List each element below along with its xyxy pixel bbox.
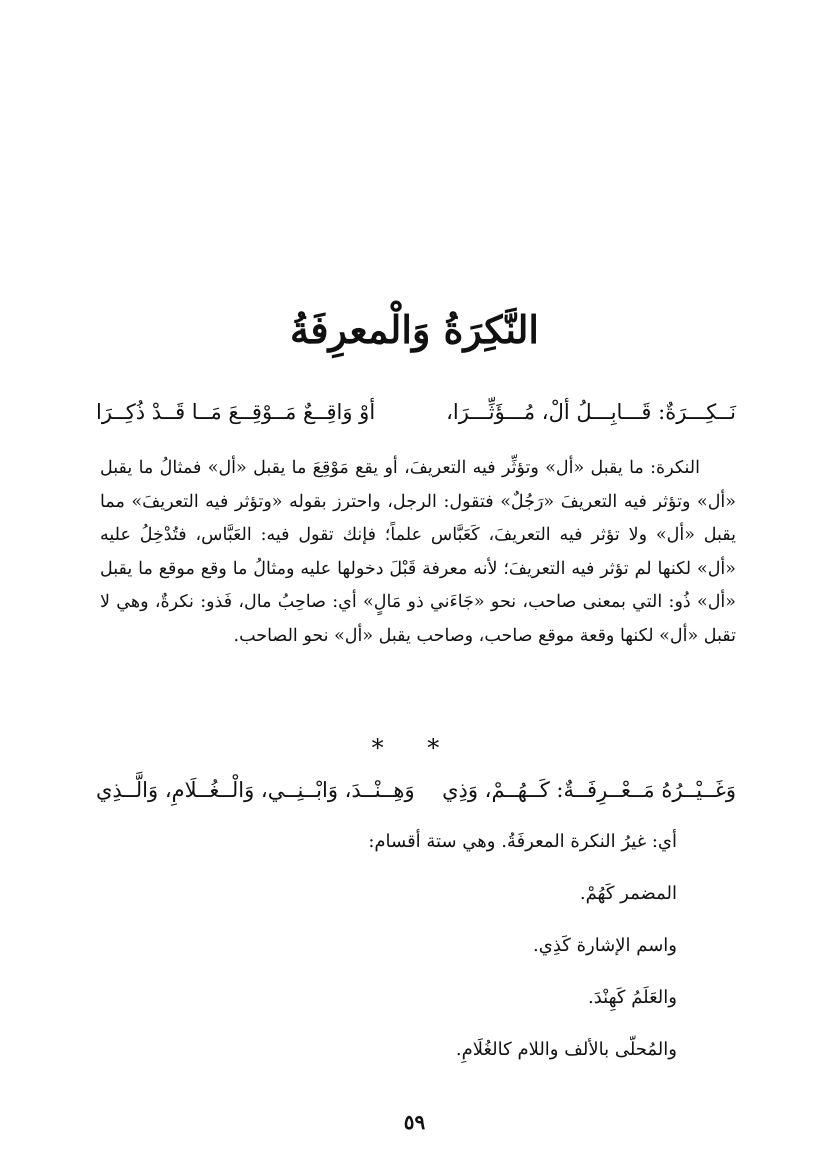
list-item: واسم الإشارة كَذِي.: [533, 935, 677, 956]
list-item: والمُحلّى بالألف واللام كالغُلَامِ.: [455, 1039, 677, 1060]
verse-1-first-hemistich: نَــكِـــرَةٌ: قَـــابِـــلُ ألْ، مُـــؤَثِّـــرَا،: [446, 400, 736, 424]
commentary-paragraph: النكرة: ما يقبل «أل» وتؤثِّر فيه التعريفَ، أو يقع مَوْقِعَ ما يقبل «أل» فمثالُ ما يقبل «أل» وتؤثر فيه التعريفَ «رَجُلٌ» فتقول: الرجل، واحترز بقوله «وتؤثر فيه التعريفَ» مما يقبل «أل» ولا تؤثر فيه التعريفَ، كَعَبَّاس علماً؛ فإنك تقول فيه: العَبَّاس، فتُدْخِلُ عليه «أل» لكنها لم تؤثر فيه التعريفَ؛ لأنه معرفة قَبْلَ دخولها عليه ومثالُ ما وقع موقع ما يقبل «أل» ذُو: التي بمعنى صاحب، نحو «جَاءَني ذو مَالٍ» أي: صاحِبُ مال، فَذو: نكرةٌ، وهي لا تقبل «أل» لكنها وقعة موقع صاحب، وصاحب يقبل «أل» نحو الصاحب.: [100, 458, 736, 646]
verse-2-second-hemistich: وَهِــنْــدَ، وَابْــنِــي، وَالْــغُــلَامِ، وَالَّــذِي: [96, 778, 415, 802]
definite-types-list: [117, 822, 677, 1082]
list-intro: أي: غيرُ النكرة المعرفَةُ. وهي ستة أقسام:: [368, 831, 677, 852]
verse-line-1: [96, 392, 736, 432]
chapter-title: النَّكِرَةُ وَالْمعرِفَةُ: [290, 307, 539, 352]
page-number: ٥٩: [403, 1110, 426, 1134]
verse-1-second-hemistich: أوْ وَاقِــعٌ مَــوْقِــعَ مَــا قَــدْ ذُكِــرَا: [96, 400, 376, 424]
list-item: والعَلَمُ كَهِنْدَ.: [588, 987, 677, 1008]
verse-2-first-hemistich: وَغَــيْــرُهُ مَــعْــرِفَــةٌ: كَــهُــمْ، وَذِي: [442, 778, 736, 802]
section-separator: * *: [371, 734, 458, 762]
verse-line-2: [96, 770, 736, 810]
commentary-text: [100, 452, 736, 653]
list-item: المضمر كَهُمْ.: [579, 883, 677, 904]
